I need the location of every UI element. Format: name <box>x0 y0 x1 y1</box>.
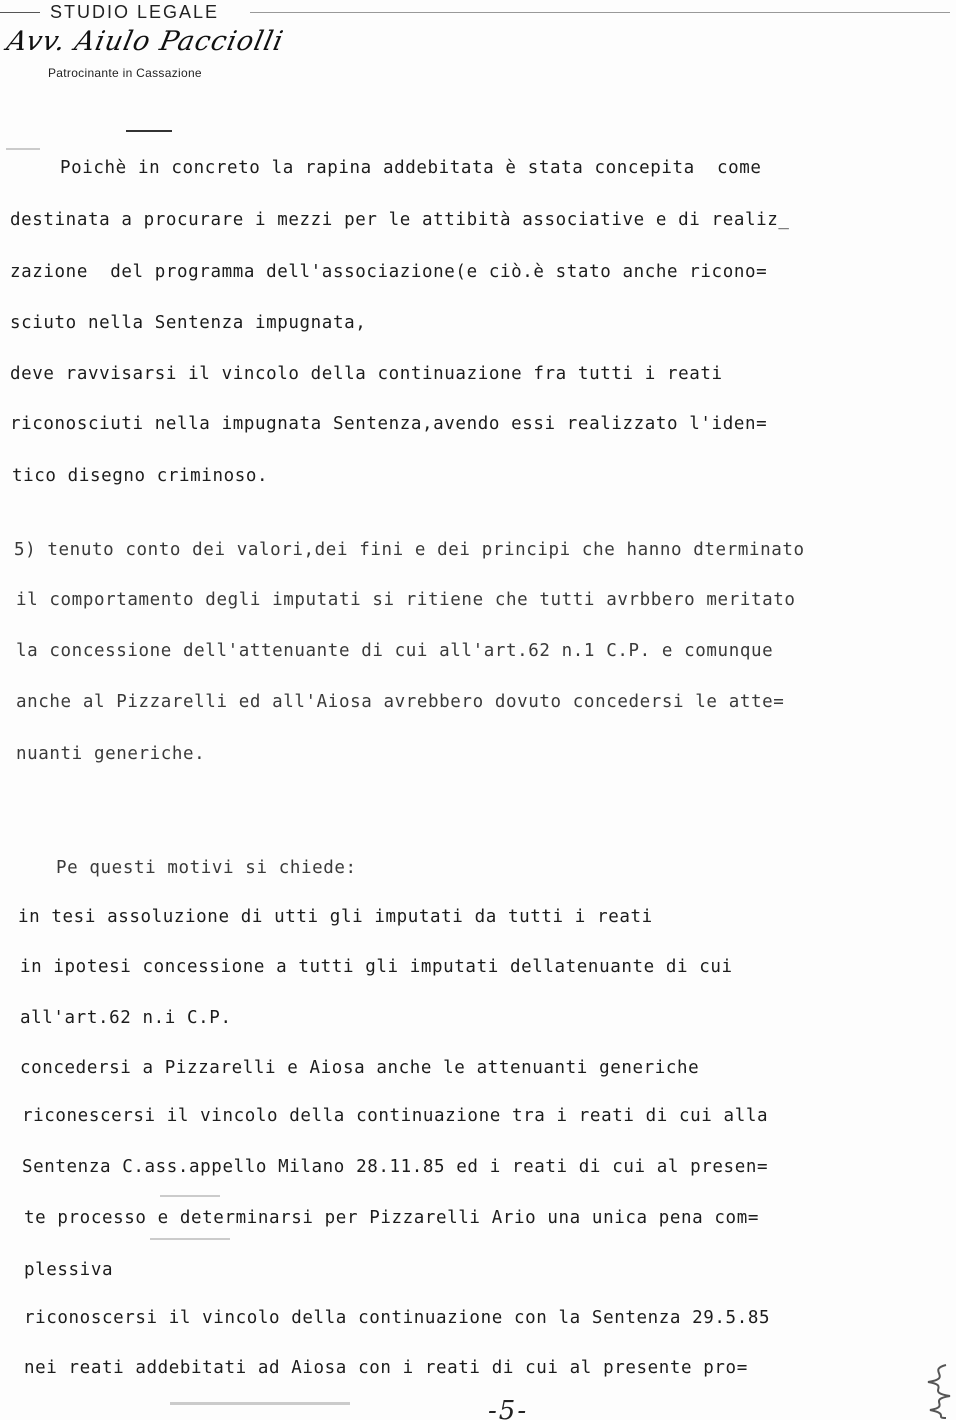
body-line: Pe questi motivi si chiede: <box>56 858 357 878</box>
body-line: Poichè in concreto la rapina addebitata è stata concepita come <box>60 158 762 178</box>
body-line: zazione del programma dell'associazione(e ciò.è stato anche ricono= <box>10 262 768 282</box>
body-line: il comportamento degli imputati si ritiene che tutti avrbbero meritato <box>16 590 796 610</box>
body-line: sciuto nella Sentenza impugnata, <box>10 313 367 333</box>
letterhead-studio: STUDIO LEGALE <box>50 2 220 22</box>
body-line: nuanti generiche. <box>16 744 206 764</box>
body-line: te processo e determinarsi per Pizzarelli Ario una unica pena com= <box>24 1208 759 1228</box>
body-line: riconescersi il vincolo della continuazione tra i reati di cui alla <box>22 1106 769 1126</box>
body-line: 5) tenuto conto dei valori,dei fini e dei principi che hanno dterminato <box>14 540 805 560</box>
letterhead-lawyer-name: Avv. Aiulo Pacciolli <box>4 26 287 57</box>
scan-speck <box>170 1402 350 1405</box>
letterhead-subtitle: Patrocinante in Cassazione <box>48 66 202 80</box>
letterhead-rule-left <box>0 12 40 13</box>
body-line: la concessione dell'attenuante di cui all'art.62 n.1 C.P. e comunque <box>16 641 774 661</box>
scan-scribble-icon <box>916 1360 956 1420</box>
body-line: anche al Pizzarelli ed all'Aiosa avrebbero dovuto concedersi le atte= <box>16 692 785 712</box>
letterhead <box>0 0 360 90</box>
scan-speck <box>150 1238 230 1240</box>
scan-speck <box>6 148 40 150</box>
body-line: in tesi assoluzione di utti gli imputati da tutti i reati <box>18 907 653 927</box>
body-line: all'art.62 n.i C.P. <box>20 1008 232 1028</box>
scan-speck <box>160 1195 220 1197</box>
section-divider <box>126 130 172 132</box>
body-line: in ipotesi concessione a tutti gli imputati dellatenuante di cui <box>20 957 733 977</box>
body-line: riconoscersi il vincolo della continuazione con la Sentenza 29.5.85 <box>24 1308 771 1328</box>
body-line: tico disegno criminoso. <box>12 466 269 486</box>
body-line: Sentenza C.ass.appello Milano 28.11.85 ed i reati di cui al presen= <box>22 1157 769 1177</box>
body-line: deve ravvisarsi il vincolo della continuazione fra tutti i reati <box>10 364 723 384</box>
body-line: nei reati addebitati ad Aiosa con i reati di cui al presente pro= <box>24 1358 748 1378</box>
body-line: riconosciuti nella impugnata Sentenza,avendo essi realizzato l'iden= <box>10 414 768 434</box>
page-number: -5- <box>488 1396 529 1426</box>
letterhead-rule-right <box>250 12 950 13</box>
body-line: destinata a procurare i mezzi per le attibità associative e di realiz_ <box>10 210 790 230</box>
body-line: plessiva <box>24 1260 114 1280</box>
body-line: concedersi a Pizzarelli e Aiosa anche le attenuanti generiche <box>20 1058 700 1078</box>
